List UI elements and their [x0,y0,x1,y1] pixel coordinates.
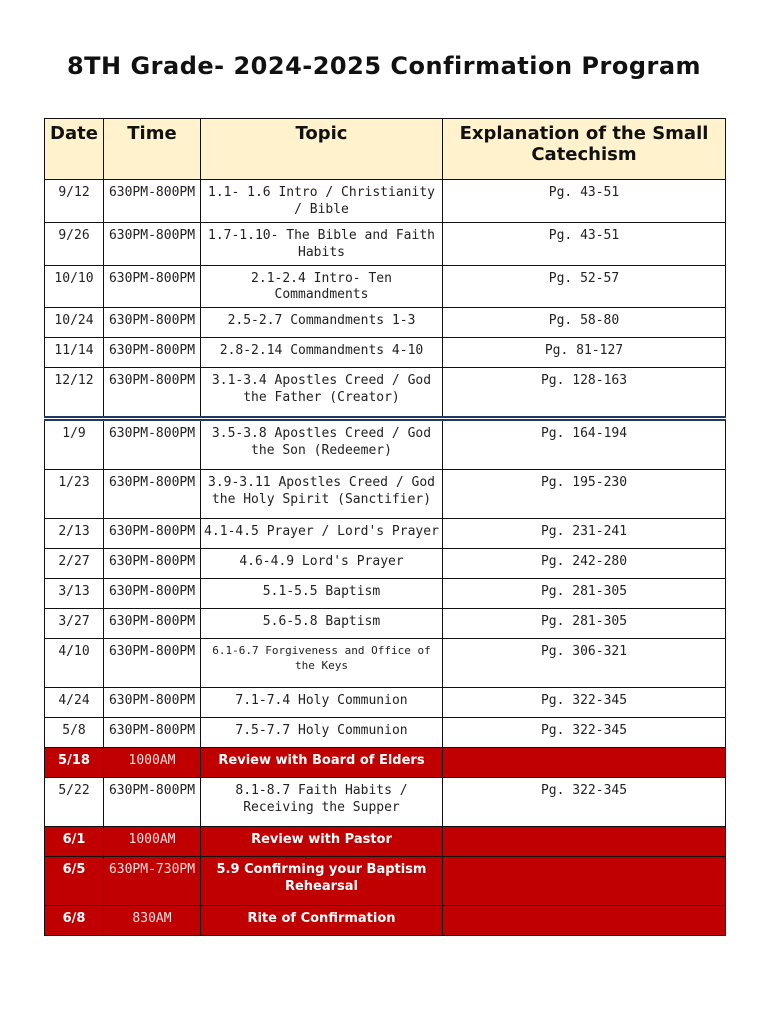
table-row [45,470,726,519]
cell-date: 10/10 [45,265,104,308]
cell-topic: 4.1-4.5 Prayer / Lord's Prayer [201,519,443,549]
header-topic: Topic [201,119,443,180]
cell-time: 630PM-800PM [104,308,201,338]
cell-date: 9/12 [45,180,104,223]
cell-date: 10/24 [45,308,104,338]
cell-time: 630PM-800PM [104,718,201,748]
cell-date: 4/24 [45,688,104,718]
cell-time: 830AM [104,906,201,936]
cell-date: 5/8 [45,718,104,748]
cell-topic: 6.1-6.7 Forgiveness and Office of the Keys [201,639,443,688]
header-row [45,119,726,180]
cell-time: 630PM-800PM [104,419,201,470]
event-row [45,857,726,906]
cell-topic: 3.1-3.4 Apostles Creed / God the Father (Creator) [201,368,443,419]
cell-topic: 7.5-7.7 Holy Communion [201,718,443,748]
table-row [45,718,726,748]
cell-time: 630PM-800PM [104,470,201,519]
cell-time: 630PM-730PM [104,857,201,906]
cell-time: 630PM-800PM [104,265,201,308]
cell-time: 630PM-800PM [104,778,201,827]
table-row [45,639,726,688]
cell-date: 6/5 [45,857,104,906]
cell-pages: Pg. 43-51 [443,222,726,265]
cell-pages: Pg. 242-280 [443,549,726,579]
cell-topic: Review with Board of Elders [201,748,443,778]
cell-pages [443,857,726,906]
cell-topic: 5.1-5.5 Baptism [201,579,443,609]
cell-topic: 4.6-4.9 Lord's Prayer [201,549,443,579]
cell-time: 630PM-800PM [104,579,201,609]
cell-date: 12/12 [45,368,104,419]
cell-time: 1000AM [104,827,201,857]
cell-time: 630PM-800PM [104,639,201,688]
table-row [45,688,726,718]
event-row [45,906,726,936]
cell-pages: Pg. 52-57 [443,265,726,308]
cell-topic: 1.1- 1.6 Intro / Christianity / Bible [201,180,443,223]
cell-date: 2/27 [45,549,104,579]
table-row [45,579,726,609]
cell-topic: 2.8-2.14 Commandments 4-10 [201,338,443,368]
schedule-table [44,118,726,936]
cell-date: 2/13 [45,519,104,549]
cell-pages: Pg. 231-241 [443,519,726,549]
cell-topic: 3.5-3.8 Apostles Creed / God the Son (Redeemer) [201,419,443,470]
cell-time: 630PM-800PM [104,222,201,265]
cell-time: 630PM-800PM [104,180,201,223]
page-title: 8TH Grade- 2024-2025 Confirmation Program [66,52,702,80]
cell-pages: Pg. 128-163 [443,368,726,419]
cell-topic: Rite of Confirmation [201,906,443,936]
cell-topic: Review with Pastor [201,827,443,857]
header-explanation: Explanation of the Small Catechism [443,119,726,180]
cell-date: 3/13 [45,579,104,609]
cell-date: 9/26 [45,222,104,265]
cell-pages: Pg. 195-230 [443,470,726,519]
cell-time: 630PM-800PM [104,519,201,549]
cell-pages [443,748,726,778]
cell-time: 630PM-800PM [104,549,201,579]
cell-time: 630PM-800PM [104,368,201,419]
table-row [45,338,726,368]
cell-date: 5/18 [45,748,104,778]
table-row [45,368,726,419]
table-row [45,778,726,827]
cell-topic: 2.1-2.4 Intro- Ten Commandments [201,265,443,308]
cell-topic: 5.6-5.8 Baptism [201,609,443,639]
cell-date: 1/23 [45,470,104,519]
cell-date: 11/14 [45,338,104,368]
cell-pages [443,827,726,857]
cell-time: 1000AM [104,748,201,778]
cell-time: 630PM-800PM [104,338,201,368]
cell-pages [443,906,726,936]
table-row [45,549,726,579]
cell-topic: 2.5-2.7 Commandments 1-3 [201,308,443,338]
table-row [45,609,726,639]
cell-topic: 5.9 Confirming your Baptism Rehearsal [201,857,443,906]
cell-pages: Pg. 322-345 [443,688,726,718]
cell-topic: 7.1-7.4 Holy Communion [201,688,443,718]
cell-time: 630PM-800PM [104,688,201,718]
cell-pages: Pg. 322-345 [443,778,726,827]
cell-pages: Pg. 281-305 [443,609,726,639]
cell-pages: Pg. 58-80 [443,308,726,338]
event-row [45,827,726,857]
cell-pages: Pg. 322-345 [443,718,726,748]
cell-date: 4/10 [45,639,104,688]
cell-pages: Pg. 81-127 [443,338,726,368]
cell-date: 1/9 [45,419,104,470]
cell-pages: Pg. 43-51 [443,180,726,223]
header-date: Date [45,119,104,180]
cell-pages: Pg. 306-321 [443,639,726,688]
cell-date: 5/22 [45,778,104,827]
table-row [45,419,726,470]
cell-time: 630PM-800PM [104,609,201,639]
cell-pages: Pg. 164-194 [443,419,726,470]
cell-topic: 1.7-1.10- The Bible and Faith Habits [201,222,443,265]
table-row [45,180,726,223]
cell-date: 6/8 [45,906,104,936]
table-row [45,222,726,265]
cell-pages: Pg. 281-305 [443,579,726,609]
table-row [45,265,726,308]
cell-date: 3/27 [45,609,104,639]
table-row [45,308,726,338]
header-time: Time [104,119,201,180]
cell-topic: 3.9-3.11 Apostles Creed / God the Holy Spirit (Sanctifier) [201,470,443,519]
table-row [45,519,726,549]
event-row [45,748,726,778]
cell-date: 6/1 [45,827,104,857]
cell-topic: 8.1-8.7 Faith Habits / Receiving the Supper [201,778,443,827]
